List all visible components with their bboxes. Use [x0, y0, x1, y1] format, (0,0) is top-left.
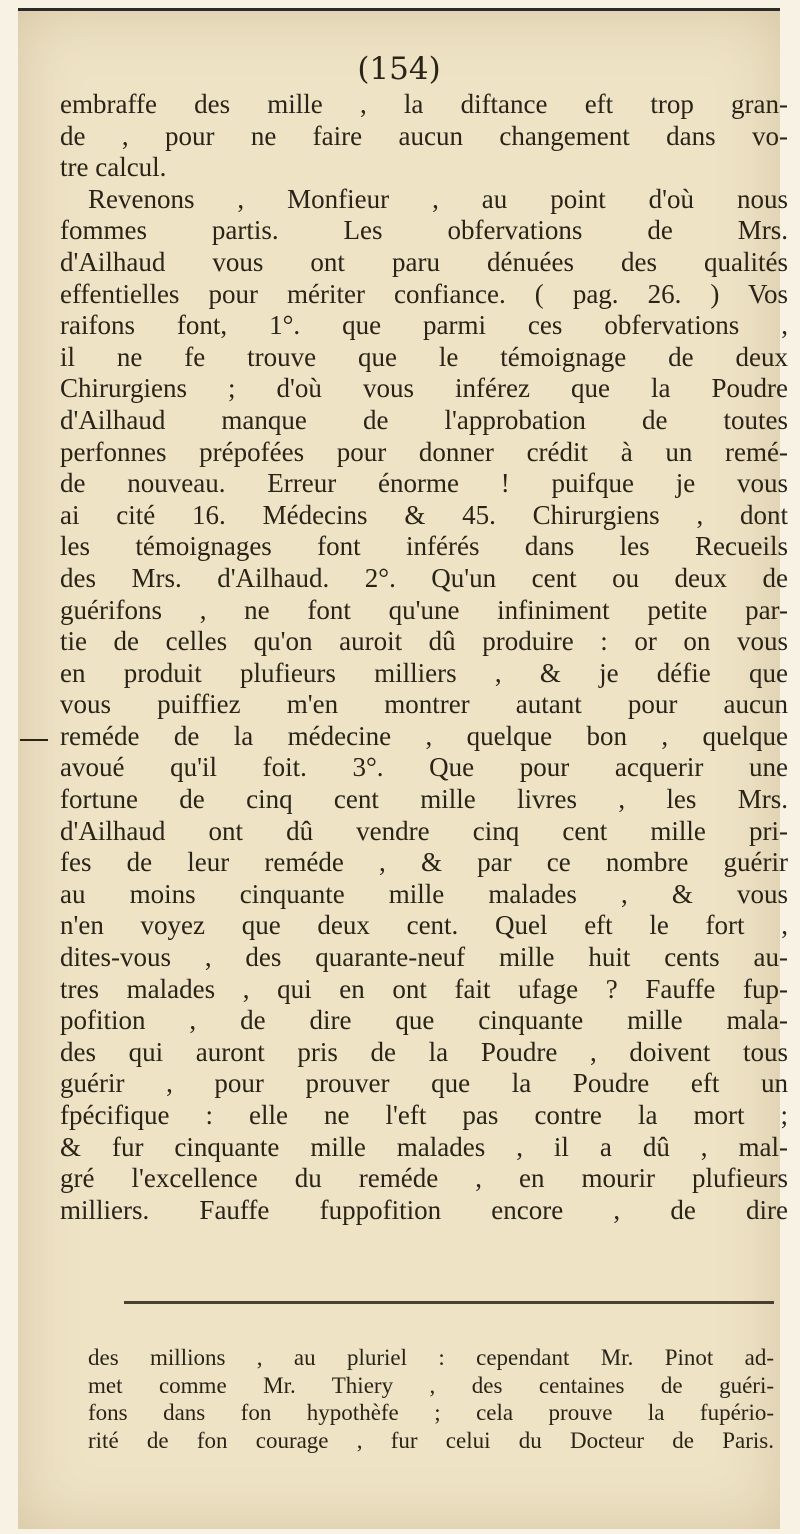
text-line: fes de leur reméde , & par ce nombre guérir — [60, 847, 788, 878]
text-line: des Mrs. d'Ailhaud. 2°. Qu'un cent ou deux de — [60, 562, 788, 593]
text-line: reméde de la médecine , quelque bon , quelque — [60, 720, 788, 751]
text-line: Chirurgiens ; d'où vous inférez que la Poudre — [60, 373, 788, 404]
text-line: tres malades , qui en ont fait ufage ? Fauffe fup- — [60, 973, 788, 1004]
text-line: les témoignages font inférés dans les Recueils — [60, 531, 788, 562]
text-line: des qui auront pris de la Poudre , doivent tous — [60, 1036, 788, 1067]
text-line: de , pour ne faire aucun changement dans vo- — [60, 120, 788, 151]
text-line: guérifons , ne font qu'une infiniment petite par- — [60, 594, 788, 625]
text-line: & fur cinquante mille malades , il a dû , mal- — [60, 1131, 788, 1162]
main-text — [60, 89, 788, 1226]
text-line: d'Ailhaud vous ont paru dénuées des qualités — [60, 246, 788, 277]
text-line: au moins cinquante mille malades , & vous — [60, 878, 788, 909]
text-line: perfonnes prépofées pour donner crédit à un remé- — [60, 436, 788, 467]
text-line: en produit plufieurs milliers , & je défie que — [60, 657, 788, 688]
text-line: fpécifique : elle ne l'eft pas contre la mort ; — [60, 1100, 788, 1130]
text-line: raifons font, 1°. que parmi ces obfervations , — [60, 310, 788, 341]
text-line: milliers. Fauffe fuppofition encore , de dire — [60, 1194, 788, 1225]
text-line: guérir , pour prouver que la Poudre eft un — [60, 1068, 788, 1099]
book-page — [18, 8, 788, 1529]
text-line: d'Ailhaud ont dû vendre cinq cent mille pri- — [60, 815, 788, 846]
text-line: Revenons , Monfieur , au point d'où nous — [88, 183, 788, 214]
footnote-divider — [124, 1301, 774, 1304]
text-line: gré l'excellence du reméde , en mourir plufieurs — [60, 1163, 788, 1194]
text-line: dites-vous , des quarante-neuf mille huit cents au- — [60, 942, 788, 973]
text-line: vous puiffiez m'en montrer autant pour aucun — [60, 689, 788, 720]
text-line: de nouveau. Erreur énorme ! puifque je vous — [60, 468, 788, 499]
text-line: il ne fe trouve que le témoignage de deux — [60, 341, 788, 372]
text-line: d'Ailhaud manque de l'approbation de toutes — [60, 404, 788, 435]
text-line: fortune de cinq cent mille livres , les Mrs. — [60, 784, 788, 815]
text-line: tie de celles qu'on auroit dû produire : or on vous — [60, 626, 788, 657]
text-line: effentielles pour mériter confiance. ( pag. 26. ) Vos — [60, 278, 788, 309]
page-number: (154) — [357, 51, 441, 87]
text-line: ai cité 16. Médecins & 45. Chirurgiens , dont — [60, 499, 788, 530]
text-line: pofition , de dire que cinquante mille mala- — [60, 1005, 788, 1036]
footnote-line: rité de fon courage , fur celui du Docteur de Paris. — [88, 1427, 774, 1453]
text-line: avoué qu'il foit. 3°. Que pour acquerir une — [60, 752, 788, 783]
footnote-line: fons dans fon hypothèfe ; cela prouve la fupério- — [88, 1400, 774, 1425]
text-line: tre calcul. — [60, 152, 167, 183]
footnote — [88, 1344, 774, 1454]
text-line: fommes partis. Les obfervations de Mrs. — [60, 215, 788, 246]
footnote-line: des millions , au pluriel : cependant Mr. Pinot ad- — [88, 1345, 774, 1370]
text-line: n'en voyez que deux cent. Quel eft le fort , — [60, 910, 788, 941]
footnote-line: met comme Mr. Thiery , des centaines de guéri- — [88, 1372, 774, 1398]
margin-mark — [20, 739, 48, 741]
text-line: embraffe des mille , la diftance eft trop gran- — [60, 89, 788, 119]
